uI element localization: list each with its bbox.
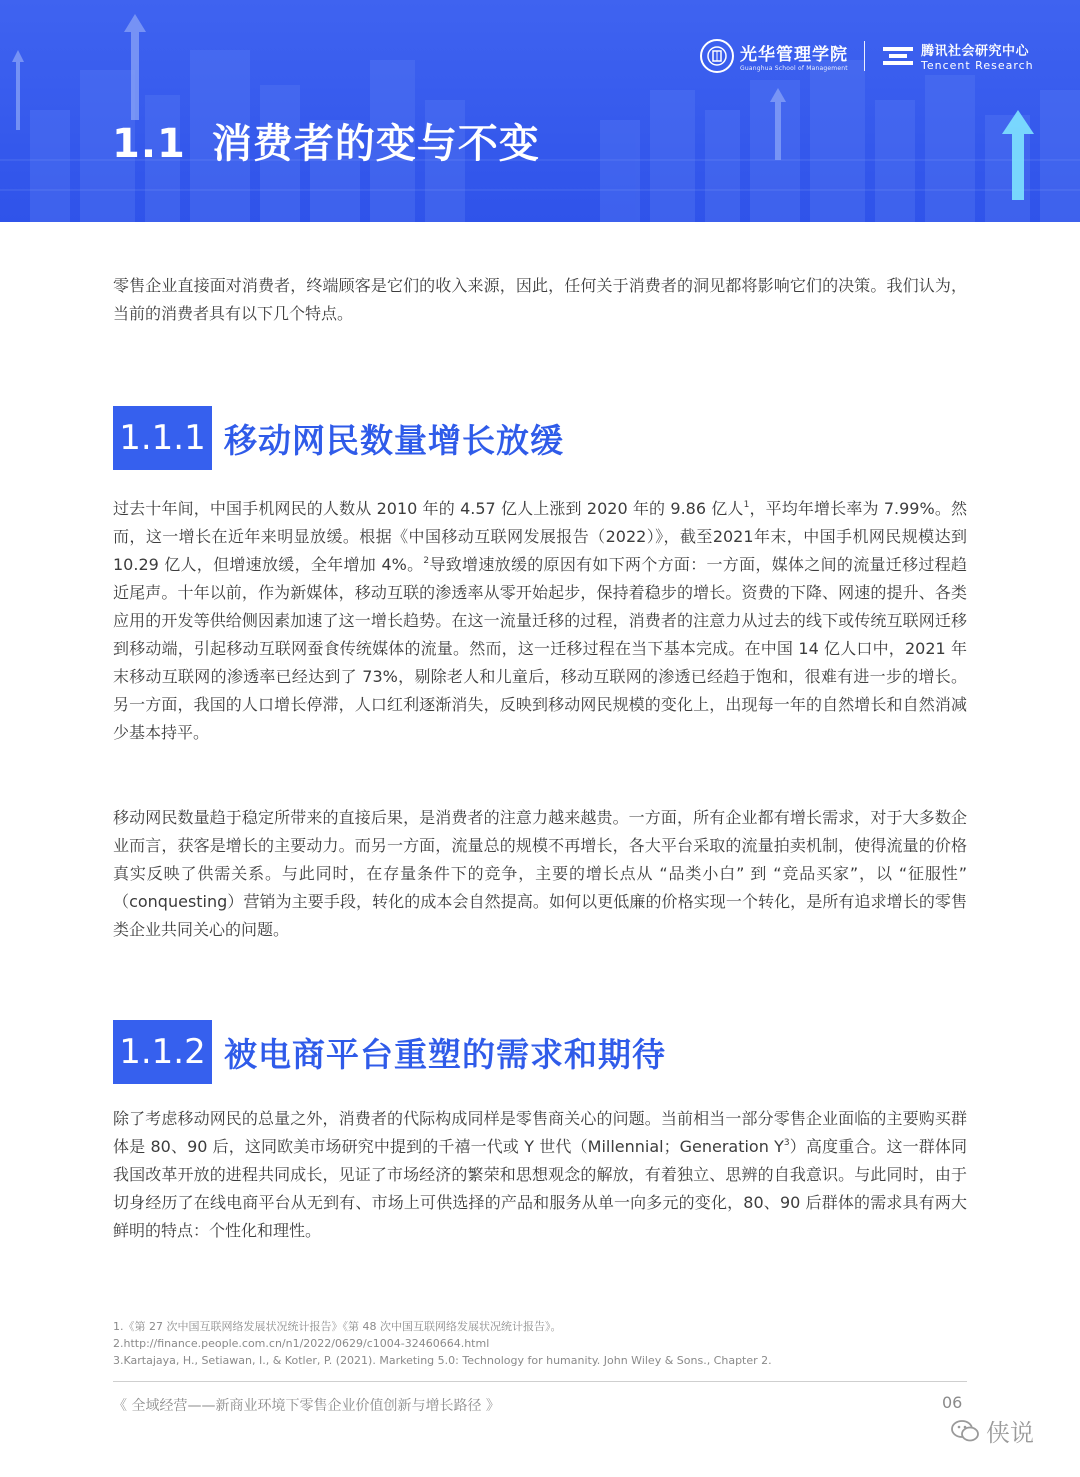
section-number: 1.1 bbox=[112, 121, 186, 167]
footer-report-title: 《 全域经营——新商业环境下零售企业价值创新与增长路径 》 bbox=[113, 1398, 500, 1414]
header-banner bbox=[0, 0, 1080, 222]
tencent-logo-en: Tencent Research bbox=[921, 59, 1034, 72]
wechat-icon bbox=[950, 1418, 980, 1444]
section-heading-1-1-1 bbox=[113, 406, 564, 470]
tencent-research-icon bbox=[881, 41, 915, 71]
logo-divider bbox=[864, 41, 865, 71]
pku-logo-text bbox=[740, 40, 848, 72]
city-skyline-illustration bbox=[0, 0, 1080, 222]
footnote-ref-1: 1 bbox=[743, 500, 750, 510]
text-run: 过去十年间，中国手机网民的人数从 2010 年的 4.57 亿人上涨到 2020 年的 9.86 亿人 bbox=[113, 499, 744, 518]
text-run: ，平均年增长率为 7.99%。然而，这一增长在近年来明显放缓。根据《中国移动互联网发展报告（2022）》，截至2021年末，中国手机网民规模达到 10.29 亿人，但增速放缓，全年增加 4%。 bbox=[113, 499, 967, 574]
page-title bbox=[112, 112, 540, 169]
pku-seal-icon bbox=[700, 39, 734, 73]
section-1-1-1-paragraph-1 bbox=[113, 495, 967, 747]
section-heading-title: 移动网民数量增长放缓 bbox=[224, 420, 564, 460]
section-heading-title: 被电商平台重塑的需求和期待 bbox=[224, 1034, 666, 1074]
section-1-1-1-paragraph-2: 移动网民数量趋于稳定所带来的直接后果，是消费者的注意力越来越贵。一方面，所有企业都有增长需求，对于大多数企业而言，获客是增长的主要动力。而另一方面，流量总的规模不再增长，各大平台采取的流量拍卖机制，使得流量的价格真实反映了供需关系。与此同时，在存量条件下的竞争，主要的增长点从 “品类小白” 到 “竞品买家”，以 “征服性” （conquesting）营销为主要手段，转化的成本会自然提高。如何以更低廉的价格实现一个转化，是所有追求增长的零售类企业共同关心的问题。 bbox=[113, 808, 967, 939]
logo-group bbox=[700, 36, 1034, 76]
pku-logo-cn: 光华管理学院 bbox=[740, 45, 848, 65]
section-title: 消费者的变与不变 bbox=[211, 121, 540, 167]
section-number-badge: 1.1.2 bbox=[113, 1020, 212, 1084]
footnotes bbox=[113, 1318, 973, 1369]
pku-logo-en: Guanghua School of Management bbox=[740, 65, 848, 72]
page-number: 06 bbox=[942, 1393, 963, 1412]
watermark-label: 侠说 bbox=[986, 1419, 1034, 1447]
footnote-ref-3: 3 bbox=[783, 1138, 790, 1148]
tencent-logo-cn: 腾讯社会研究中心 bbox=[921, 44, 1030, 59]
section-number-badge: 1.1.1 bbox=[113, 406, 212, 470]
footnote-3: 3.Kartajaya, H., Setiawan, I., & Kotler, P. (2021). Marketing 5.0: Technology for humanity. John Wiley & Sons., Chapter 2. bbox=[113, 1354, 772, 1367]
section-heading-1-1-2 bbox=[113, 1020, 666, 1084]
watermark bbox=[950, 1413, 1034, 1448]
footnote-ref-2: 2 bbox=[423, 556, 430, 566]
tencent-logo-text bbox=[921, 40, 1034, 72]
text-run: 导致增速放缓的原因有如下两个方面：一方面，媒体之间的流量迁移过程趋近尾声。十年以前，作为新媒体，移动互联的渗透率从零开始起步，保持着稳步的增长。资费的下降、网速的提升、各类应用的开发等供给侧因素加速了这一增长趋势。在这一流量迁移的过程，消费者的注意力从过去的线下或传统互联网迁移到移动端，引起移动互联网蚕食传统媒体的流量。然而，这一迁移过程在当下基本完成。在中国 14 亿人口中，2021 年末移动互联网的渗透率已经达到了 73%，剔除老人和儿童后，移动互联网的渗透已经趋于饱和，很难有进一步的增长。另一方面，我国的人口增长停滞，人口红利逐渐消失，反映到移动网民规模的变化上，出现每一年的自然增长和自然消减少基本持平。 bbox=[113, 555, 967, 742]
section-1-1-2-paragraph-1 bbox=[113, 1105, 967, 1245]
intro-paragraph: 零售企业直接面对消费者，终端顾客是它们的收入来源，因此，任何关于消费者的洞见都将影响它们的决策。我们认为，当前的消费者具有以下几个特点。 bbox=[113, 276, 967, 323]
footnote-1: 1.《第 27 次中国互联网络发展状况统计报告》《第 48 次中国互联网络发展状况统计报告》。 bbox=[113, 1320, 562, 1333]
footer-divider bbox=[113, 1381, 967, 1382]
footnote-2: 2.http://finance.people.com.cn/n1/2022/0629/c1004-32460664.html bbox=[113, 1337, 490, 1350]
text-run: ）高度重合。这一群体同我国改革开放的进程共同成长，见证了市场经济的繁荣和思想观念的解放，有着独立、思辨的自我意识。与此同时，由于切身经历了在线电商平台从无到有、市场上可供选择的产品和服务从单一向多元的变化，80、90 后群体的需求具有两大鲜明的特点：个性化和理性。 bbox=[113, 1137, 967, 1240]
text-run: 除了考虑移动网民的总量之外，消费者的代际构成同样是零售商关心的问题。当前相当一部分零售企业面临的主要购买群体是 80、90 后，这同欧美市场研究中提到的千禧一代或 Y 世代（Millennial；Generation Y bbox=[113, 1109, 967, 1156]
